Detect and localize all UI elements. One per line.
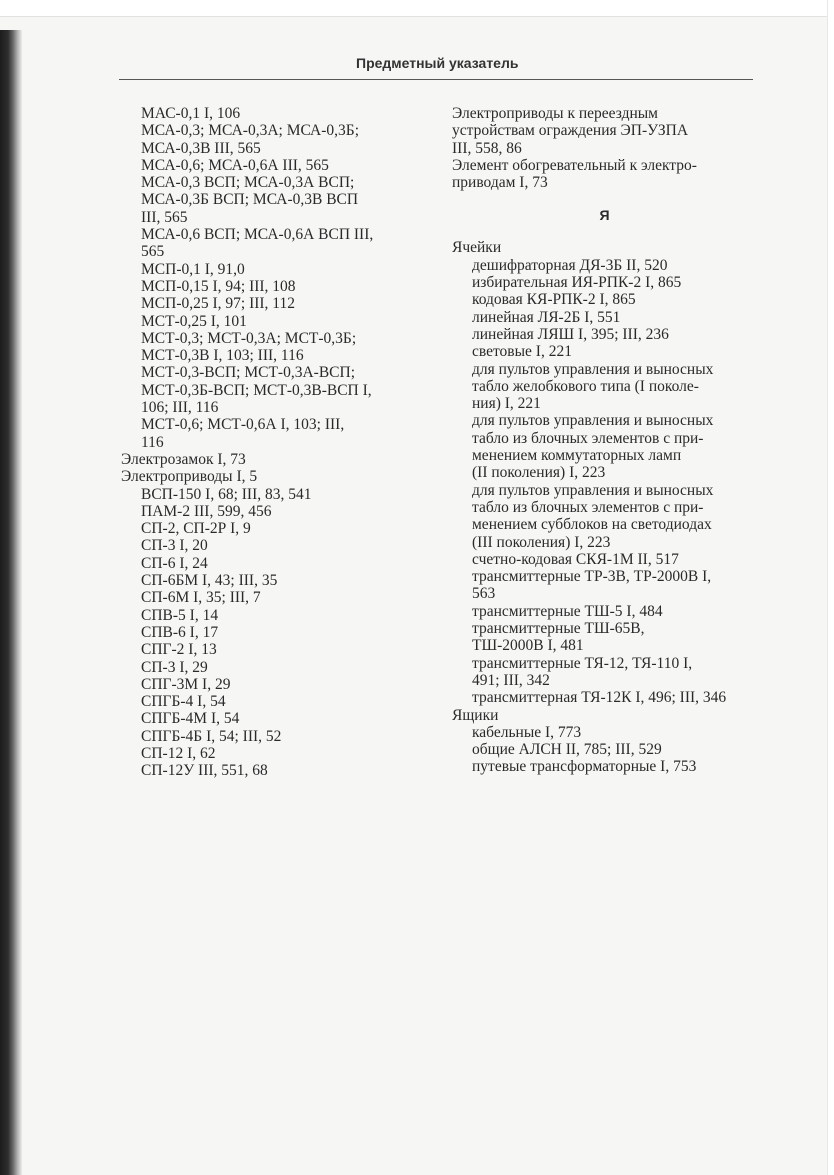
index-subentry — [452, 257, 757, 274]
index-subentry — [452, 343, 757, 360]
entry-text: СПВ-6 I, 17 — [141, 623, 219, 641]
index-entry — [121, 468, 431, 485]
index-group-bottom — [452, 239, 757, 775]
entry-text: Ячейки — [452, 239, 502, 257]
scan-right-margin — [827, 0, 834, 1175]
index-subentry — [121, 416, 431, 451]
index-subentry — [452, 326, 757, 343]
entry-text: МСТ-0,3-ВСП; МСТ-0,3А-ВСП; — [141, 364, 355, 382]
entry-continuation: 565 — [141, 243, 165, 261]
index-subentry — [121, 157, 431, 174]
index-subentry — [452, 482, 757, 551]
index-subentry — [452, 412, 757, 481]
index-subentry — [121, 641, 431, 658]
index-entry — [452, 239, 757, 256]
header-rule — [119, 79, 753, 80]
index-entry — [452, 707, 757, 724]
entry-text: МСА-0,3; МСА-0,3А; МСА-0,3Б; — [141, 122, 359, 140]
index-subentry — [121, 676, 431, 693]
index-subentry — [121, 693, 431, 710]
index-subentry — [452, 689, 757, 706]
entry-text: линейная ЛЯ-2Б I, 551 — [472, 308, 621, 326]
entry-text: Электроприводы к переездным — [452, 105, 658, 122]
entry-text: МСА-0,6; МСА-0,6А III, 565 — [141, 156, 329, 174]
entry-continuation: 491; III, 342 — [472, 671, 550, 689]
letter-heading: Я — [599, 207, 610, 224]
index-subentry — [452, 741, 757, 758]
index-subentry — [121, 278, 431, 295]
entry-continuation: устройствам ограждения ЭП-УЗПА — [452, 122, 689, 140]
entry-continuation: МСТ-0,3В I, 103; III, 116 — [141, 347, 304, 365]
index-subentry — [121, 607, 431, 624]
entry-text: ПАМ-2 III, 599, 456 — [141, 502, 272, 520]
index-subentry — [452, 274, 757, 291]
entry-text: для пультов управления и выносных — [472, 412, 714, 430]
index-subentry — [121, 122, 431, 157]
scan-binding-shadow — [0, 30, 22, 1175]
entry-text: МСП-0,15 I, 94; III, 108 — [141, 277, 296, 295]
entry-text: трансмиттерные ТШ-5 I, 484 — [472, 602, 663, 620]
entry-text: МСТ-0,3; МСТ-0,3А; МСТ-0,3Б; — [141, 329, 357, 347]
index-subentry — [121, 330, 431, 365]
entry-text: линейная ЛЯШ I, 395; III, 236 — [472, 325, 669, 343]
index-subentry — [121, 295, 431, 312]
entry-continuation: табло желобкового типа (I поколе- — [472, 377, 699, 395]
index-entry — [452, 157, 757, 192]
index-subentry — [121, 659, 431, 676]
entry-text: СПГБ-4М I, 54 — [141, 710, 240, 728]
index-subentry — [121, 745, 431, 762]
index-subentry — [121, 710, 431, 727]
index-subentry — [121, 105, 431, 122]
entry-text: кабельные I, 773 — [472, 723, 582, 741]
index-subentry — [452, 309, 757, 326]
entry-text: СП-12У III, 551, 68 — [141, 762, 268, 780]
entry-text: СПГБ-4Б I, 54; III, 52 — [141, 727, 282, 745]
entry-text: СПГ-3М I, 29 — [141, 675, 231, 693]
entry-text: дешифраторная ДЯ-3Б II, 520 — [472, 256, 668, 274]
index-subentry — [121, 762, 431, 779]
index-subentry — [121, 624, 431, 641]
entry-text: трансмиттерные ТР-3В, ТР-2000В I, — [472, 568, 712, 586]
entry-continuation: приводам I, 73 — [452, 174, 548, 192]
entry-text: общие АЛСН II, 785; III, 529 — [472, 741, 662, 759]
entry-text: СП-3 I, 20 — [141, 537, 208, 555]
entry-continuation: III, 565 — [141, 208, 188, 226]
entry-text: трансмиттерная ТЯ-12К I, 496; III, 346 — [472, 689, 727, 707]
index-subentry — [452, 758, 757, 775]
index-subentry — [452, 551, 757, 568]
index-entry — [121, 451, 431, 468]
entry-text: СП-6БМ I, 43; III, 35 — [141, 572, 278, 590]
index-subentry — [121, 174, 431, 226]
entry-text: для пультов управления и выносных — [472, 481, 714, 499]
entry-text: Электрозамок I, 73 — [121, 450, 246, 468]
index-subentry — [121, 503, 431, 520]
entry-text: трансмиттерные ТШ-65В, — [472, 620, 645, 638]
entry-text: СПГ-2 I, 13 — [141, 641, 217, 659]
entry-text: Ящики — [452, 706, 499, 724]
index-subentry — [452, 291, 757, 308]
entry-text: МСП-0,25 I, 97; III, 112 — [141, 295, 295, 313]
entry-text: кодовая КЯ-РПК-2 I, 865 — [472, 291, 636, 309]
entry-text: трансмиттерные ТЯ-12, ТЯ-110 I, — [472, 654, 693, 672]
index-subentry — [121, 364, 431, 416]
entry-text: МСТ-0,6; МСТ-0,6А I, 103; III, — [141, 416, 345, 434]
entry-text: МСТ-0,25 I, 101 — [141, 312, 247, 330]
entry-continuation: 116 — [141, 433, 164, 451]
entry-continuation: 563 — [472, 585, 496, 603]
index-column-left — [121, 105, 431, 780]
entry-text: Электроприводы I, 5 — [121, 468, 258, 486]
index-subentry — [121, 555, 431, 572]
index-subentry — [121, 486, 431, 503]
index-subentry — [121, 589, 431, 606]
entry-continuation: менением коммутаторных ламп — [472, 447, 682, 465]
entry-text: МАС-0,1 I, 106 — [141, 105, 241, 122]
entry-text: СП-6 I, 24 — [141, 554, 208, 572]
entry-text: СП-3 I, 29 — [141, 658, 208, 676]
entry-text: счетно-кодовая СКЯ-1М II, 517 — [472, 550, 679, 568]
index-subentry — [121, 728, 431, 745]
index-entry — [452, 105, 757, 157]
scan-top-margin — [0, 0, 834, 17]
index-subentry — [121, 226, 431, 261]
entry-text: путевые трансформаторные I, 753 — [472, 758, 697, 776]
entry-continuation: 106; III, 116 — [141, 399, 219, 417]
index-subentry — [452, 620, 757, 655]
entry-continuation: МСТ-0,3Б-ВСП; МСТ-0,3В-ВСП I, — [141, 381, 372, 399]
entry-text: МСА-0,6 ВСП; МСА-0,6А ВСП III, — [141, 226, 374, 244]
index-subentry — [452, 655, 757, 690]
entry-text: световые I, 221 — [472, 343, 572, 361]
entry-continuation: ния) I, 221 — [472, 395, 541, 413]
index-subentry — [121, 537, 431, 554]
entry-text: МСП-0,1 I, 91,0 — [141, 260, 245, 278]
entry-text: для пультов управления и выносных — [472, 360, 714, 378]
index-subentry — [121, 261, 431, 278]
index-subentry — [121, 520, 431, 537]
entry-continuation: ТШ-2000В I, 481 — [472, 637, 584, 655]
index-subentry — [121, 313, 431, 330]
index-subentry — [452, 724, 757, 741]
index-column-right — [452, 105, 757, 776]
entry-continuation: МСА-0,3Б ВСП; МСА-0,3В ВСП — [141, 191, 359, 209]
entry-text: СП-2, СП-2Р I, 9 — [141, 520, 251, 538]
entry-continuation: (III поколения) I, 223 — [472, 533, 611, 551]
entry-continuation: табло из блочных элементов с при- — [472, 498, 704, 516]
entry-text: СПГБ-4 I, 54 — [141, 693, 226, 711]
entry-continuation: табло из блочных элементов с при- — [472, 429, 704, 447]
entry-text: Элемент обогревательный к электро- — [452, 156, 697, 174]
entry-continuation: менением субблоков на светодиодах — [472, 516, 712, 534]
entry-text: СП-6М I, 35; III, 7 — [141, 589, 261, 607]
index-subentry — [452, 361, 757, 413]
entry-text: избирательная ИЯ-РПК-2 I, 865 — [472, 274, 682, 292]
entry-continuation: III, 558, 86 — [452, 139, 522, 157]
entry-continuation: МСА-0,3В III, 565 — [141, 139, 261, 157]
index-subentry — [452, 568, 757, 603]
entry-text: МСА-0,3 ВСП; МСА-0,3А ВСП; — [141, 174, 355, 192]
entry-text: ВСП-150 I, 68; III, 83, 541 — [141, 485, 312, 503]
entry-text: СП-12 I, 62 — [141, 744, 216, 762]
index-subentry — [452, 603, 757, 620]
entry-text: СПВ-5 I, 14 — [141, 606, 219, 624]
index-group-top — [452, 105, 757, 191]
entry-continuation: (II поколения) I, 223 — [472, 464, 606, 482]
index-subentry — [121, 572, 431, 589]
running-head: Предметный указатель — [356, 55, 519, 71]
